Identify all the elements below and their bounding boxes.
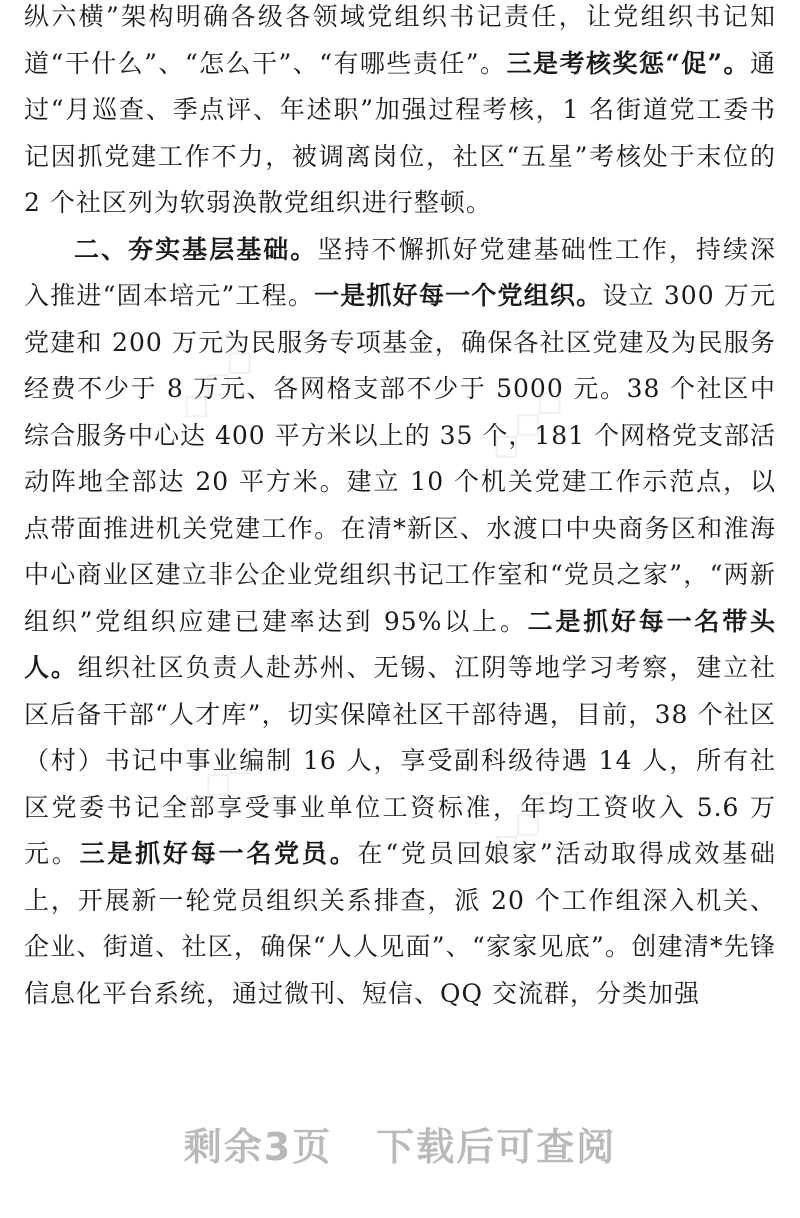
watermark: ◇◇◇ (477, 774, 576, 872)
watermark: ◇◇◇ (167, 734, 266, 832)
text-run: 设立 300 万元党建和 200 万元为民服务专项基金，确保各社区党建及为民服务经费不少于 8 万元、各网格支部不少于 5000 元。38 个社区中综合服务中心达 400 平方米以上的 35 个，181 个网格党支部活动阵地全部达 20 平方米。建立 10 个机关党建工作示范点，以点带面推进机关党建工作。在清*新区、水渡口中央商务区和淮海中心商业区建立非公企业党组织书记工作室和“党员之家”，“两新组织”党组织应建已建率达到 95%以上。 (24, 281, 776, 636)
bold-heading-run: 三是抓好每一名党员。 (79, 839, 358, 868)
text-run: 组织社区负责人赴苏州、无锡、江阴等地学习考察，建立社区后备干部“人才库”，切实保障社区干部待遇，目前，38 个社区（村）书记中事业编制 16 人，享受副科级待遇 14 人，所有社区党委书记全部享受事业单位工资标准，年均工资收入 5.6 万元。 (24, 653, 776, 868)
watermark: ◇◇◇ (167, 334, 266, 432)
download-to-view-text: 下载后可查阅 (376, 1125, 617, 1169)
text-run: 纵六横”架构明确各级各领域党组织书记责任，让党组织书记知道“干什么”、“怎么干”、“有哪些责任”。 (24, 2, 776, 78)
paragraph-1 (24, 0, 776, 227)
text-run: 通过“月巡查、季点评、年述职”加强过程考核，1 名街道党工委书记因抓党建工作不力，被调离岗位，社区“五星”考核处于末位的 2 个社区列为软弱涣散党组织进行整顿。 (24, 48, 776, 217)
remaining-pages-text: 剩余3页 (183, 1125, 333, 1169)
paragraph-2 (24, 227, 776, 1018)
download-prompt[interactable] (0, 1116, 800, 1171)
section-heading: 二、夯实基层基础。 (74, 234, 318, 264)
text-run: 坚持不懈抓好党建基础性工作，持续深入推进“固本培元”工程。 (24, 234, 776, 310)
text-run: 在“党员回娘家”活动取得成效基础上，开展新一轮党员组织关系排查，派 20 个工作组深入机关、企业、街道、社区，确保“人人见面”、“家家见底”。创建清*先锋信息化平台系统，通过微刊、短信、QQ 交流群，分类加强 (24, 839, 776, 1008)
bold-heading-run: 一是抓好每一个党组织。 (314, 281, 603, 310)
watermark: ◇◇◇ (477, 374, 576, 472)
document-body (24, 0, 776, 1017)
bold-heading-run: 三是考核奖惩“促”。 (506, 48, 750, 78)
bold-heading-run: 二是抓好每一名带头人。 (24, 606, 776, 682)
